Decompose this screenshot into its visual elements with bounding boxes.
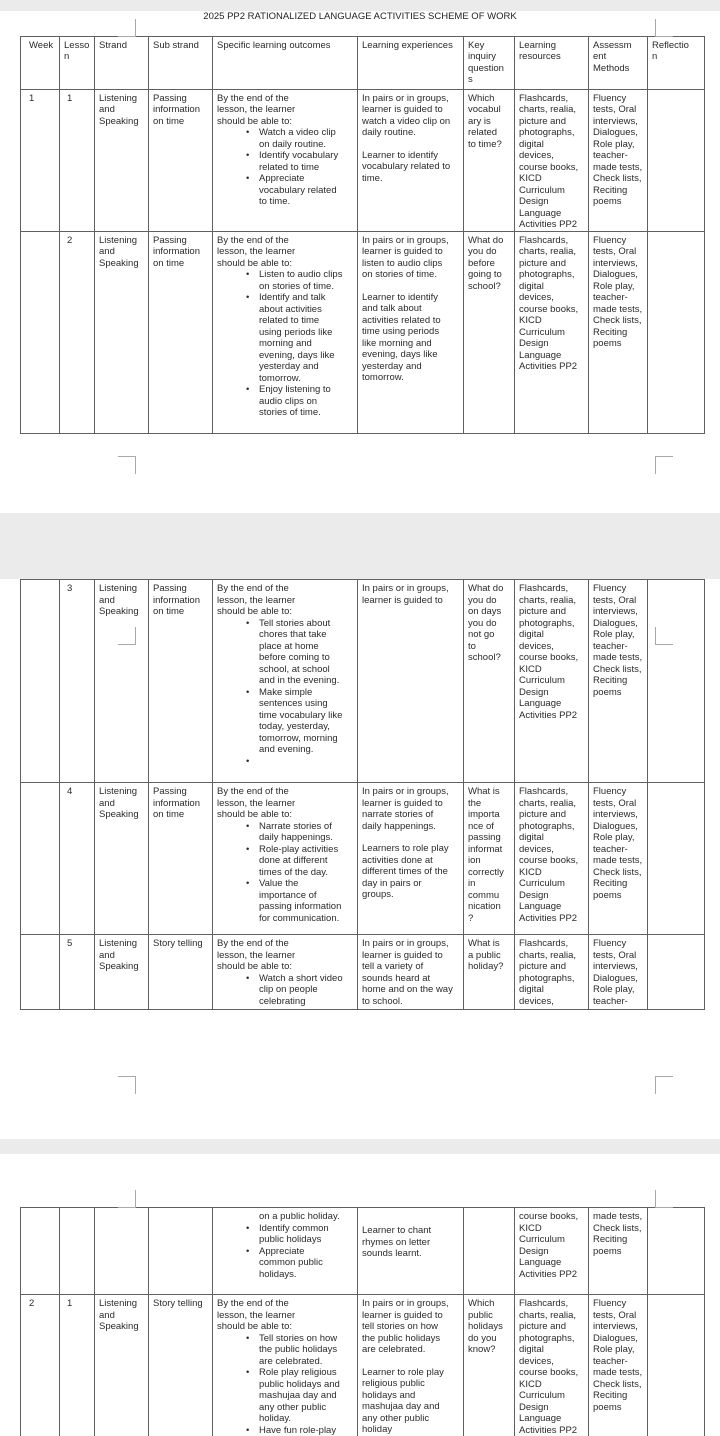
- cell-lesson: 1: [60, 89, 95, 231]
- page-2: [0, 579, 720, 1139]
- outcomes-intro: By the end of the lesson, the learner should be able to:: [217, 583, 318, 618]
- cell-experiences: In pairs or in groups, learner is guided to tell stories on how the public holidays are celebrated. Learner to role play religious public holidays and mashujaa day and any other public holiday: [358, 1295, 464, 1436]
- cell-resources: Flashcards, charts, realia, picture and photographs, digital devices, course books, KICD Curriculum Design Language Activities PP2: [515, 89, 589, 231]
- cell-assessment: Fluency tests, Oral interviews, Dialogues, Role play, teacher-: [589, 935, 648, 1010]
- cell-assessment: Fluency tests, Oral interviews, Dialogues, Role play, teacher-made tests, Check lists, Reciting poems: [589, 580, 648, 783]
- cell-assessment: Fluency tests, Oral interviews, Dialogues, Role play, teacher-made tests, Check lists, Reciting poems: [589, 783, 648, 935]
- cell-outcomes: [213, 783, 358, 935]
- cell-experiences: In pairs or in groups, learner is guided to listen to audio clips on stories of time. Learner to identify and talk about activities related to time using periods like morning and evening, days like yesterday and tomorrow.: [358, 231, 464, 433]
- outcomes-intro: By the end of the lesson, the learner should be able to:: [217, 235, 318, 270]
- outcome-bullet: • Watch a video clip on daily routine.: [243, 127, 343, 150]
- cell-resources: Flashcards, charts, realia, picture and photographs, digital devices, course books, KICD Curriculum Design Language Activities PP2: [515, 783, 589, 935]
- cell-strand: Listening and Speaking: [95, 231, 149, 433]
- cell-sub-strand: Story telling: [149, 1295, 213, 1436]
- cell-lesson: 4: [60, 783, 95, 935]
- header-reflection: Reflection: [648, 36, 705, 89]
- cell-key-inquiry: Which vocabulary is related to time?: [464, 89, 515, 231]
- cell-sub-strand: [149, 1208, 213, 1295]
- cell-lesson: 1: [60, 1295, 95, 1436]
- cell-key-inquiry: [464, 1208, 515, 1295]
- cell-reflection: [648, 89, 705, 231]
- cell-week: 2: [21, 1295, 60, 1436]
- cell-outcomes: [213, 935, 358, 1010]
- cell-assessment: Fluency tests, Oral interviews, Dialogues, Role play, teacher-made tests, Check lists, Reciting poems: [589, 89, 648, 231]
- cell-reflection: [648, 580, 705, 783]
- cell-strand: Listening and Speaking: [95, 935, 149, 1010]
- cell-outcomes: [213, 89, 358, 231]
- cell-strand: Listening and Speaking: [95, 1295, 149, 1436]
- cell-assessment: made tests, Check lists, Reciting poems: [589, 1208, 648, 1295]
- cell-experiences: In pairs or in groups, learner is guided to: [358, 580, 464, 783]
- cell-week: [21, 1208, 60, 1295]
- cell-resources: Flashcards, charts, realia, picture and photographs, digital devices, course books, KICD Curriculum Design Language Activities PP2: [515, 1295, 589, 1436]
- cell-sub-strand: Passing information on time: [149, 580, 213, 783]
- cell-week: [21, 935, 60, 1010]
- header-resources: Learning resources: [515, 36, 589, 89]
- cell-assessment: Fluency tests, Oral interviews, Dialogues, Role play, teacher-made tests, Check lists, Reciting poems: [589, 1295, 648, 1436]
- outcome-bullet: • Listen to audio clips on stories of time.: [243, 269, 343, 292]
- cell-sub-strand: Story telling: [149, 935, 213, 1010]
- document-viewer: [0, 11, 720, 1385]
- cell-resources: Flashcards, charts, realia, picture and photographs, digital devices, course books, KICD Curriculum Design Language Activities PP2: [515, 231, 589, 433]
- page-3: [0, 1154, 720, 1436]
- table-row: [21, 231, 705, 433]
- margin-corner-mark: [655, 1190, 673, 1208]
- cell-resources: Flashcards, charts, realia, picture and photographs, digital devices,: [515, 935, 589, 1010]
- page-1: [0, 11, 720, 513]
- outcome-bullet: • Watch a short video clip on people celebrating: [243, 973, 343, 1008]
- outcomes-intro: By the end of the lesson, the learner should be able to:: [217, 786, 318, 821]
- outcome-bullet: • Appreciate vocabulary related to time.: [243, 173, 343, 208]
- table-row: [21, 783, 705, 935]
- table-row: [21, 1295, 705, 1436]
- scheme-of-work-table-page-3: [20, 1207, 705, 1436]
- cell-reflection: [648, 1295, 705, 1436]
- cell-key-inquiry: What is the importance of passing information correctly in communication?: [464, 783, 515, 935]
- cell-experiences: In pairs or in groups, learner is guided to watch a video clip on daily routine. Learner to identify vocabulary related to time.: [358, 89, 464, 231]
- outcome-bullet: • Tell stories on how the public holidays are celebrated.: [243, 1333, 343, 1368]
- cell-experiences: Learner to chant rhymes on letter sounds learnt.: [358, 1208, 464, 1295]
- cell-key-inquiry: What is a public holiday?: [464, 935, 515, 1010]
- cell-strand: Listening and Speaking: [95, 783, 149, 935]
- margin-corner-mark: [118, 1076, 136, 1094]
- table-row-continuation: [21, 1208, 705, 1295]
- outcome-bullet: • Narrate stories of daily happenings.: [243, 821, 343, 844]
- header-lesson: Lesson: [60, 36, 95, 89]
- cell-week: [21, 580, 60, 783]
- table-header-row: [21, 36, 705, 89]
- margin-corner-mark: [655, 1076, 673, 1094]
- outcome-bullet: • Identify common public holidays: [243, 1223, 343, 1246]
- header-key-inquiry: Key inquiry questions: [464, 36, 515, 89]
- outcomes-intro: By the end of the lesson, the learner should be able to:: [217, 938, 318, 973]
- cell-key-inquiry: What do you do on days you do not go to school?: [464, 580, 515, 783]
- cell-key-inquiry: Which public holidays do you know?: [464, 1295, 515, 1436]
- cell-week: [21, 231, 60, 433]
- header-sub-strand: Sub strand: [149, 36, 213, 89]
- cell-key-inquiry: What do you do before going to school?: [464, 231, 515, 433]
- margin-corner-mark: [118, 627, 136, 645]
- outcome-bullet: • Role play religious public holidays and mashujaa day and any other public holiday.: [243, 1367, 343, 1425]
- margin-corner-mark: [118, 1190, 136, 1208]
- cell-assessment: Fluency tests, Oral interviews, Dialogues, Role play, teacher-made tests, Check lists, Reciting poems: [589, 231, 648, 433]
- outcomes-intro: By the end of the lesson, the learner should be able to:: [217, 93, 318, 128]
- cell-sub-strand: Passing information on time: [149, 783, 213, 935]
- outcome-bullet: • Role-play activities done at different times of the day.: [243, 844, 343, 879]
- cell-strand: Listening and Speaking: [95, 89, 149, 231]
- cell-week: [21, 783, 60, 935]
- cell-outcomes: [213, 231, 358, 433]
- cell-strand: [95, 1208, 149, 1295]
- margin-corner-mark: [655, 456, 673, 474]
- cell-outcomes: [213, 1295, 358, 1436]
- cell-lesson: 5: [60, 935, 95, 1010]
- outcome-bullet: • Identify and talk about activities related to time using periods like morning and evening, days like yesterday and tomorrow.: [243, 292, 343, 384]
- cell-reflection: [648, 783, 705, 935]
- page-title: 2025 PP2 RATIONALIZED LANGUAGE ACTIVITIES SCHEME OF WORK: [0, 11, 720, 23]
- margin-corner-mark: [118, 456, 136, 474]
- outcome-bullet: • Have fun role-play: [243, 1425, 343, 1436]
- cell-experiences: In pairs or in groups, learner is guided to tell a variety of sounds heard at home and on the way to school.: [358, 935, 464, 1010]
- outcome-bullet: • Appreciate common public holidays.: [243, 1246, 343, 1281]
- margin-corner-mark: [655, 627, 673, 645]
- cell-sub-strand: Passing information on time: [149, 89, 213, 231]
- margin-corner-mark: [118, 19, 136, 37]
- header-assessment: Assessment Methods: [589, 36, 648, 89]
- header-strand: Strand: [95, 36, 149, 89]
- cell-week: 1: [21, 89, 60, 231]
- cell-outcomes: [213, 580, 358, 783]
- outcome-continuation: on a public holiday.: [259, 1211, 343, 1223]
- header-outcomes: Specific learning outcomes: [213, 36, 358, 89]
- header-experiences: Learning experiences: [358, 36, 464, 89]
- cell-resources: course books, KICD Curriculum Design Language Activities PP2: [515, 1208, 589, 1295]
- outcomes-intro: By the end of the lesson, the learner should be able to:: [217, 1298, 318, 1333]
- cell-experiences: In pairs or in groups, learner is guided to narrate stories of daily happenings. Learners to role play activities done at different times of the day in pairs or groups.: [358, 783, 464, 935]
- outcome-bullet: • Make simple sentences using time vocabulary like today, yesterday, tomorrow, morning and evening.: [243, 687, 343, 756]
- cell-sub-strand: Passing information on time: [149, 231, 213, 433]
- cell-lesson: [60, 1208, 95, 1295]
- cell-outcomes: [213, 1208, 358, 1295]
- cell-resources: Flashcards, charts, realia, picture and photographs, digital devices, course books, KICD Curriculum Design Language Activities PP2: [515, 580, 589, 783]
- outcome-bullet: • Identify vocabulary related to time: [243, 150, 343, 173]
- table-row: [21, 580, 705, 783]
- scheme-of-work-table-page-1: [20, 36, 705, 434]
- cell-reflection: [648, 1208, 705, 1295]
- table-row: [21, 89, 705, 231]
- outcome-bullet: • Enjoy listening to audio clips on stories of time.: [243, 384, 343, 419]
- cell-lesson: 2: [60, 231, 95, 433]
- outcome-bullet: • Tell stories about chores that take place at home before coming to school, at school and in the evening.: [243, 618, 343, 687]
- cell-reflection: [648, 231, 705, 433]
- outcome-bullet: • Value the importance of passing information for communication.: [243, 878, 343, 924]
- cell-lesson: 3: [60, 580, 95, 783]
- cell-strand: Listening and Speaking: [95, 580, 149, 783]
- cell-reflection: [648, 935, 705, 1010]
- margin-corner-mark: [655, 19, 673, 37]
- table-row: [21, 935, 705, 1010]
- header-week: Week: [21, 36, 60, 89]
